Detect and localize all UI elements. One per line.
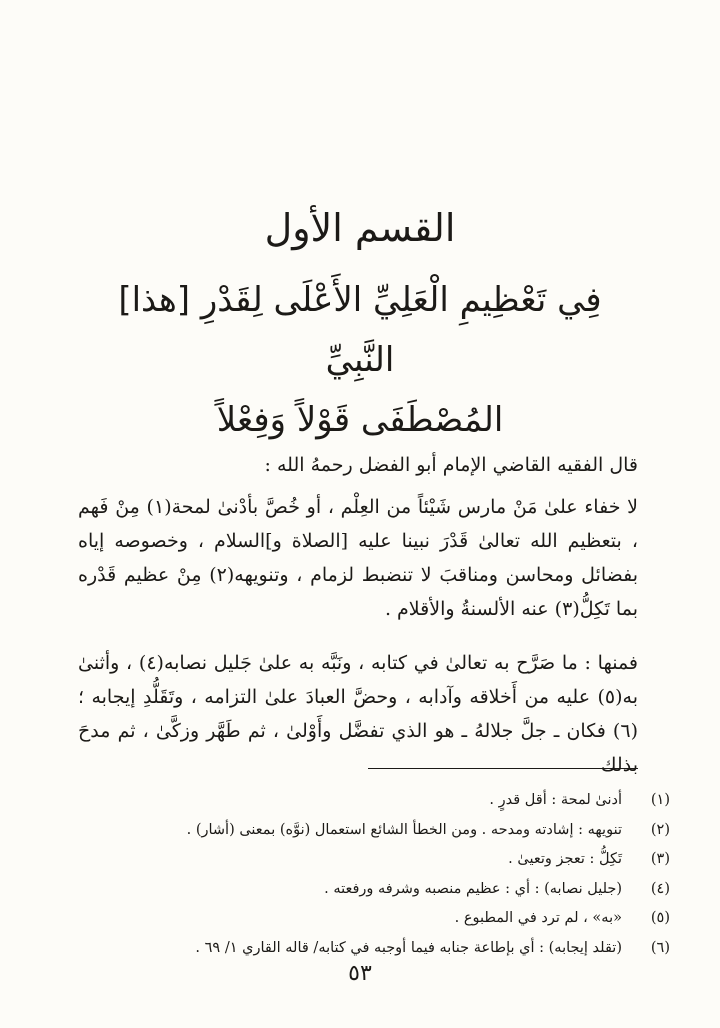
body-paragraph-1: لا خفاء علىٰ مَنْ مارس شَيْئاً من العِلْم ، أو خُصَّ بأدْنىٰ لمحة(١) مِنْ فَهم ، بتعظيم الله تعالىٰ قَدْرَ نبينا عليه [الصلاة و]السلام ، وخصوصه إياه بفضائل ومحاسن ومناقبَ لا تنضبط لزمام ، وتنويهه(٢) مِنْ عظيم قَدْره بما تَكِلُّ(٣) عنه الألسنةُ والأقلام . [78,496,638,620]
footnote-text: تَكِلُّ : تعجز وتعيىٰ . [508,851,622,867]
chapter-subtitle [80,270,640,450]
footnotes-list [50,786,670,963]
footnote-item [50,875,670,905]
footnote-number: (٢) [650,821,670,838]
footnote-item [50,786,670,816]
body-paragraph-2: فمنها : ما صَرَّح به تعالىٰ في كتابه ، ونَبَّه به علىٰ جَليل نصابه(٤) ، وأثنىٰ به(٥) عليه من أَخلاقه وآدابه ، وحضَّ العبادَ علىٰ التزامه ، وتَقَلُّدِ إيجابه ؛(٦) فكان ـ جلَّ جلالهُ ـ هو الذي تفضَّل وأَوْلىٰ ، ثم طَهَّر وزكَّىٰ ، ثم مدحَ بذلك [78,652,639,776]
footnote-number: (٣) [650,851,670,867]
intro-line: قال الفقيه القاضي الإمام أبو الفضل رحمهُ الله : [264,454,638,476]
section-title: القسم الأول [264,206,456,250]
page-number: ٥٣ [348,961,372,986]
footnote-item [50,934,670,964]
footnote-text: «به» ، لم ترد في المطبوع . [454,910,622,926]
subtitle-line-1: فِي تَعْظِيمِ الْعَلِيِّ الأَعْلَى لِقَدْرِ [هذا] النَّبِيِّ [118,280,602,380]
footnote-number: (٤) [650,880,670,897]
footnote-text: أدنىٰ لمحة : أقل قدرٍ . [489,792,622,808]
footnote-divider [368,768,638,769]
footnote-item [50,904,670,934]
subtitle-line-2: المُصْطَفَى قَوْلاً وَفِعْلاً [216,400,504,440]
footnote-item [50,816,670,846]
footnote-text: (تقلد إيجابه) : أي بإطاعة جنابه فيما أوجبه في كتابه/ قاله القاري ١/ ٦٩ . [195,939,622,956]
footnote-number: (١) [650,792,670,808]
footnote-text: تنويهه : إشادته ومدحه . ومن الخطأ الشائع استعمال (نوَّه) بمعنى (أشار) . [186,821,622,838]
footnote-item [50,845,670,875]
footnote-number: (٦) [650,939,670,956]
footnote-number: (٥) [650,910,670,926]
footnote-text: (جليل نصابه) : أي : عظيم منصبه وشرفه ورفعته . [324,880,622,897]
